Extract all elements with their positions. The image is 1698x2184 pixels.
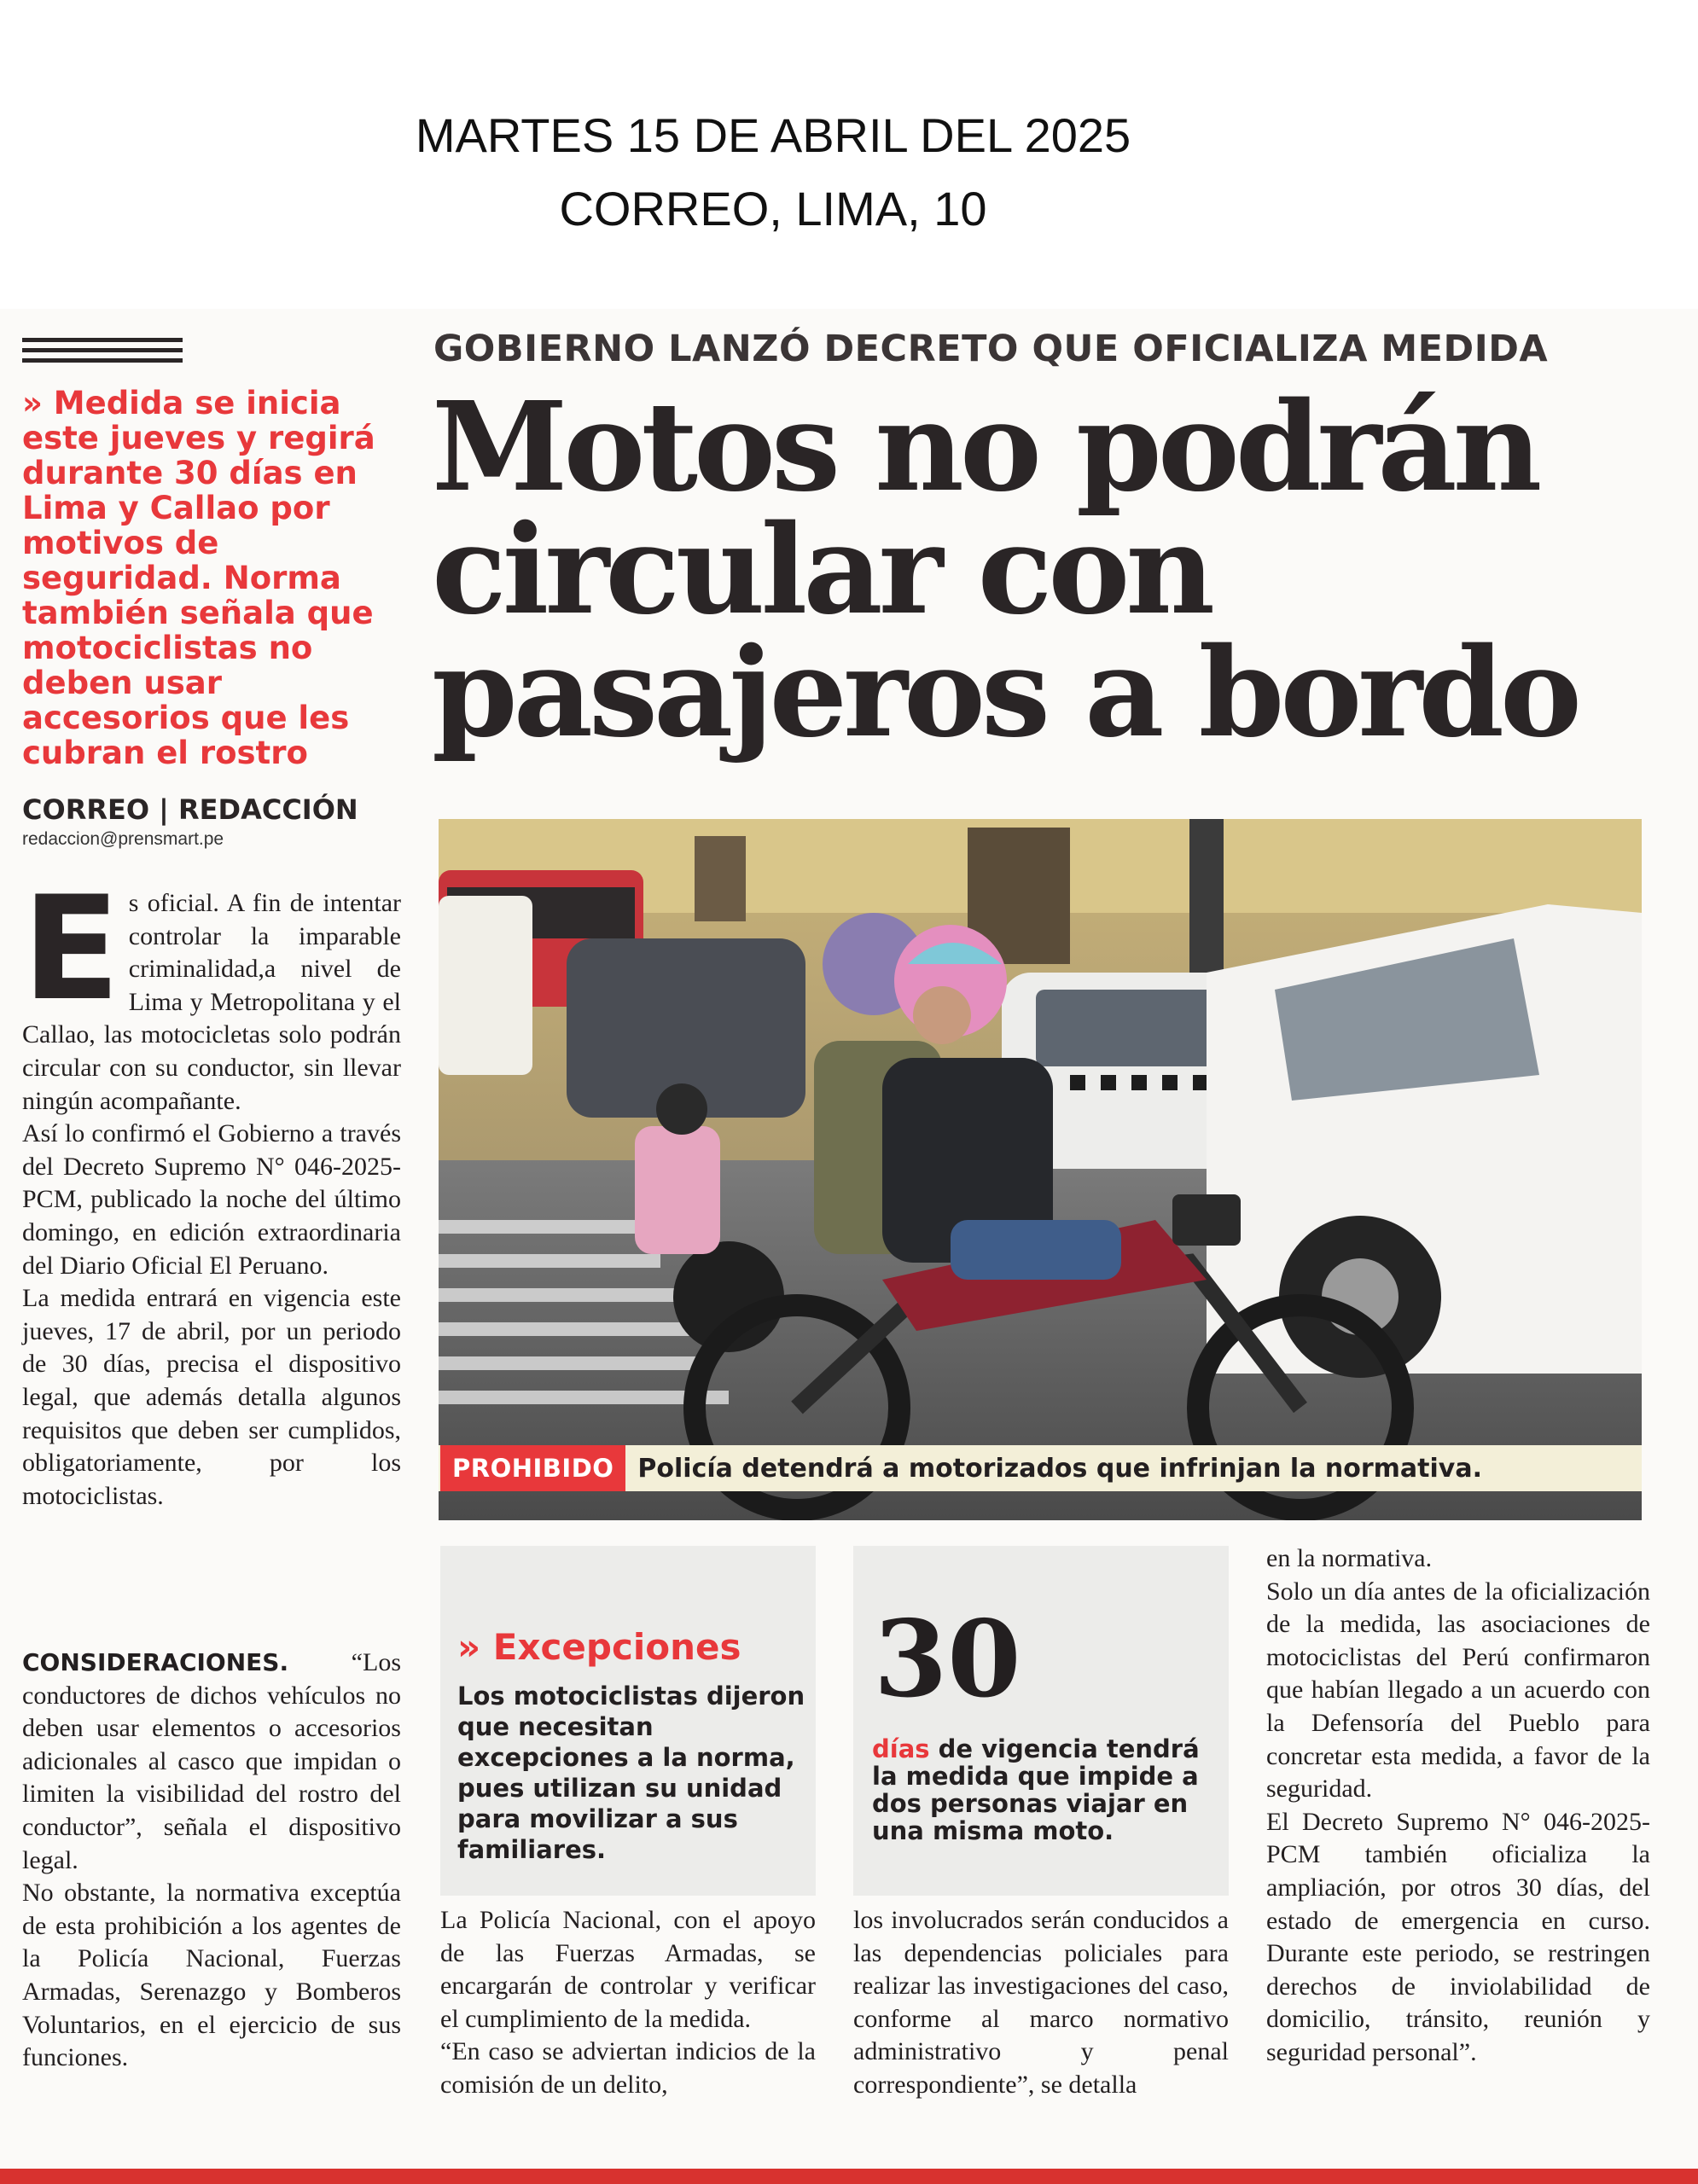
page-bottom-bar (0, 2169, 1698, 2184)
photo-caption (439, 1445, 1642, 1491)
body-paragraph: en la normativa. (1266, 1544, 1433, 1572)
dateline-source: CORREO, LIMA, 10 (559, 182, 987, 235)
dateline-date: MARTES 15 DE ABRIL DEL 2025 (415, 108, 1131, 162)
headline-line: circular con (432, 497, 1212, 642)
text-column-3 (853, 1904, 1229, 2102)
motorcycle-photo-illustration (439, 819, 1642, 1520)
drop-cap: E (22, 865, 120, 1032)
body-paragraph: Solo un día antes de la oficialización de la medida, las asociaciones de motociclistas del Perú confirmaron que habían llegado a un acuerdo con la Defensoría del Pueblo para concretar esta medida, a favor de la seguridad. (1266, 1577, 1650, 1804)
exceptions-title: » Excepciones (457, 1626, 741, 1668)
text-column-1-continued (22, 1647, 401, 2075)
exceptions-text: Los motociclistas dijeron que necesitan excepciones a la norma, pues utilizan su unidad para movilizar a sus familiares. (457, 1682, 805, 1864)
caption-text: Policía detendrá a motorizados que infrinjan la normativa. (637, 1453, 1482, 1484)
stat-unit: días (872, 1734, 930, 1763)
body-paragraph: No obstante, la normativa exceptúa de esta prohibición a los agentes de la Policía Nacional, Fuerzas Armadas, Serenazgo y Bomberos Voluntarios, en el ejercicio de sus funciones. (22, 1879, 401, 2072)
body-paragraph: s oficial. A fin de intentar controlar la imparable criminalidad,a nivel de Lima y Metropolitana y el Callao, las motocicletas solo podrán circular con su conductor, sin llevar ningún acompañante. (22, 889, 401, 1115)
author-email: redaccion@prensmart.pe (22, 829, 224, 849)
stat-text (872, 1735, 1222, 1844)
stat-box (853, 1546, 1229, 1896)
headline-line: Motos no podrán (432, 375, 1538, 519)
body-paragraph: La Policía Nacional, con el apoyo de las Fuerzas Armadas, se encargarán de controlar y verificar el cumplimiento de la medida. (440, 1906, 816, 2033)
body-paragraph: “En caso se adviertan indicios de la comisión de un delito, (440, 2037, 816, 2099)
text-column-4 (1266, 1542, 1650, 2070)
stat-description: de vigencia tendrá la medida que impide a dos personas viajar en una misma moto. (872, 1734, 1200, 1845)
text-column-2 (440, 1904, 816, 2102)
article-headline (432, 375, 1669, 764)
article-byline: CORREO | REDACCIÓN (22, 793, 358, 826)
body-text: “Los conductores de dichos vehículos no deben usar elementos o accesorios adicionales al casco que impidan o limiten la visibilidad del rostro del conductor”, señala el dispositivo legal. (22, 1648, 401, 1874)
body-paragraph: Así lo confirmó el Gobierno a través del Decreto Supremo N° 046-2025-PCM, publicado la noche del último domingo, en edición extraordinaria del Diario Oficial El Peruano. (22, 1119, 401, 1280)
article-summary: » Medida se inicia este jueves y regirá durante 30 días en Lima y Callao por motivos de seguridad. Norma también señala que motociclistas no deben usar accesorios que les cubran el rostro (22, 385, 375, 771)
caption-tag: PROHIBIDO (440, 1445, 625, 1491)
article-kicker: GOBIERNO LANZÓ DECRETO QUE OFICIALIZA MEDIDA (433, 328, 1549, 370)
article-photo (439, 819, 1642, 1520)
headline-line: pasajeros a bordo (432, 620, 1578, 764)
body-paragraph (22, 1647, 401, 1877)
exceptions-box (440, 1546, 816, 1896)
section-rule-icon (22, 338, 183, 369)
body-paragraph: La medida entrará en vigencia este jueves, 17 de abril, por un periodo de 30 días, precisa el dispositivo legal, que además detalla algunos requisitos que deben ser cumplidos, obligatoriamente, por los motociclistas. (22, 1284, 401, 1510)
body-paragraph: los involucrados serán conducidos a las dependencias policiales para realizar las investigaciones del caso, conforme al marco normativo administrativo y penal correspondiente”, se detalla (853, 1906, 1229, 2099)
text-column-1 (22, 865, 401, 1513)
body-paragraph: El Decreto Supremo N° 046-2025-PCM también oficializa la ampliación, por otros 30 días, del estado de emergencia en curso. Durante este periodo, se restringen derechos de inviolabilidad de domicilio, tránsito, reunión y seguridad personal”. (1266, 1807, 1650, 2066)
subhead-considerations: CONSIDERACIONES. (22, 1648, 289, 1676)
stat-number: 30 (874, 1598, 1021, 1722)
